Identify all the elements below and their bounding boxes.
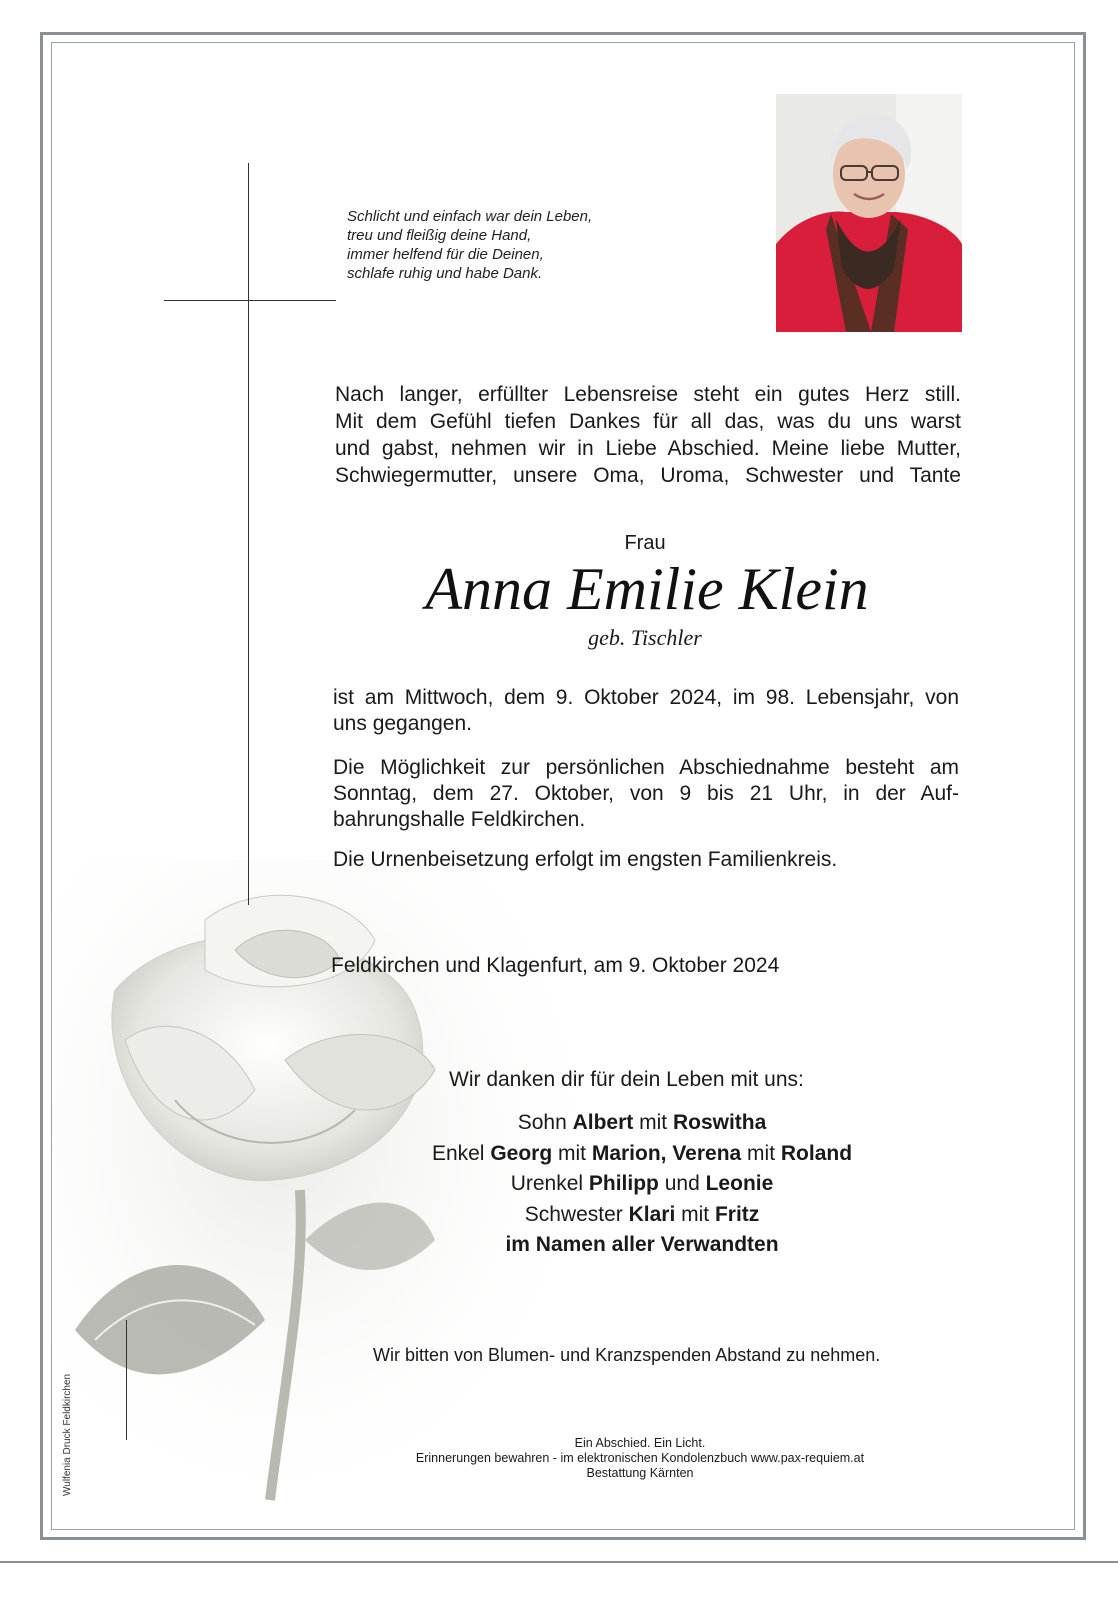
paragraph-line: bahrungshalle Feldkirchen. xyxy=(333,808,586,831)
paragraph-line: uns gegangen. xyxy=(333,712,472,735)
death-notice-paragraph xyxy=(333,685,959,737)
intro-line: Mit dem Gefühl tiefen Dankes für all das, was du uns warst xyxy=(335,410,961,433)
burial-paragraph: Die Urnenbeisetzung erfolgt im engsten Familienkreis. xyxy=(333,848,838,871)
salutation: Frau xyxy=(624,532,666,554)
mourner-line: Schwester Klari mit Fritz xyxy=(524,1202,760,1226)
paragraph-line: ist am Mittwoch, dem 9. Oktober 2024, im 98. Lebensjahr, von xyxy=(333,686,959,709)
flowers-note: Wir bitten von Blumen- und Kranzspenden Abstand zu nehmen. xyxy=(373,1345,881,1365)
portrait-photo xyxy=(776,94,962,332)
poem-line: Schlicht und einfach war dein Leben, xyxy=(347,208,593,225)
intro-line: Nach langer, erfüllter Lebensreise steht ein gutes Herz still. xyxy=(335,383,961,406)
paragraph-line: Sonntag, dem 27. Oktober, von 9 bis 21 Uhr, in der Auf- xyxy=(333,782,959,805)
deceased-name: Anna Emilie Klein xyxy=(425,556,869,622)
footer-line: Ein Abschied. Ein Licht. xyxy=(574,1436,706,1450)
paragraph-line: Die Möglichkeit zur persönlichen Abschiednahme besteht am xyxy=(333,756,959,779)
poem xyxy=(347,207,592,283)
intro-line: Schwiegermutter, unsere Oma, Uroma, Schwester und Tante xyxy=(335,464,961,487)
bottom-rule xyxy=(0,1561,1118,1563)
poem-line: treu und fleißig deine Hand, xyxy=(347,227,532,244)
mourner-line: Sohn Albert mit Roswitha xyxy=(517,1111,767,1134)
poem-line: immer helfend für die Deinen, xyxy=(347,246,544,263)
place-date: Feldkirchen und Klagenfurt, am 9. Oktober 2024 xyxy=(331,954,780,977)
mourner-line: Urenkel Philipp und Leonie xyxy=(510,1172,774,1195)
intro-line: und gabst, nehmen wir in Liebe Abschied. Meine liebe Mutter, xyxy=(335,437,961,460)
footer xyxy=(340,1436,940,1481)
cross-vertical xyxy=(248,163,249,905)
poem-line: schlafe ruhig und habe Dank. xyxy=(347,265,543,282)
mourners-list xyxy=(382,1108,902,1261)
thanks-heading: Wir danken dir für dein Leben mit uns: xyxy=(449,1068,804,1091)
mourner-line: Enkel Georg mit Marion, Verena mit Roland xyxy=(431,1141,853,1165)
footer-line: Bestattung Kärnten xyxy=(586,1466,694,1480)
decorative-line xyxy=(126,1320,127,1440)
cross-horizontal xyxy=(164,300,336,301)
footer-line: Erinnerungen bewahren - im elektronischen Kondolenzbuch www.pax-requiem.at xyxy=(415,1451,865,1465)
farewell-paragraph xyxy=(333,755,959,833)
maiden-name: geb. Tischler xyxy=(588,625,702,650)
mourner-line: im Namen aller Verwandten xyxy=(505,1233,779,1256)
printer-credit: Wulfenia Druck Feldkirchen xyxy=(62,1373,73,1496)
intro-text xyxy=(335,381,961,489)
